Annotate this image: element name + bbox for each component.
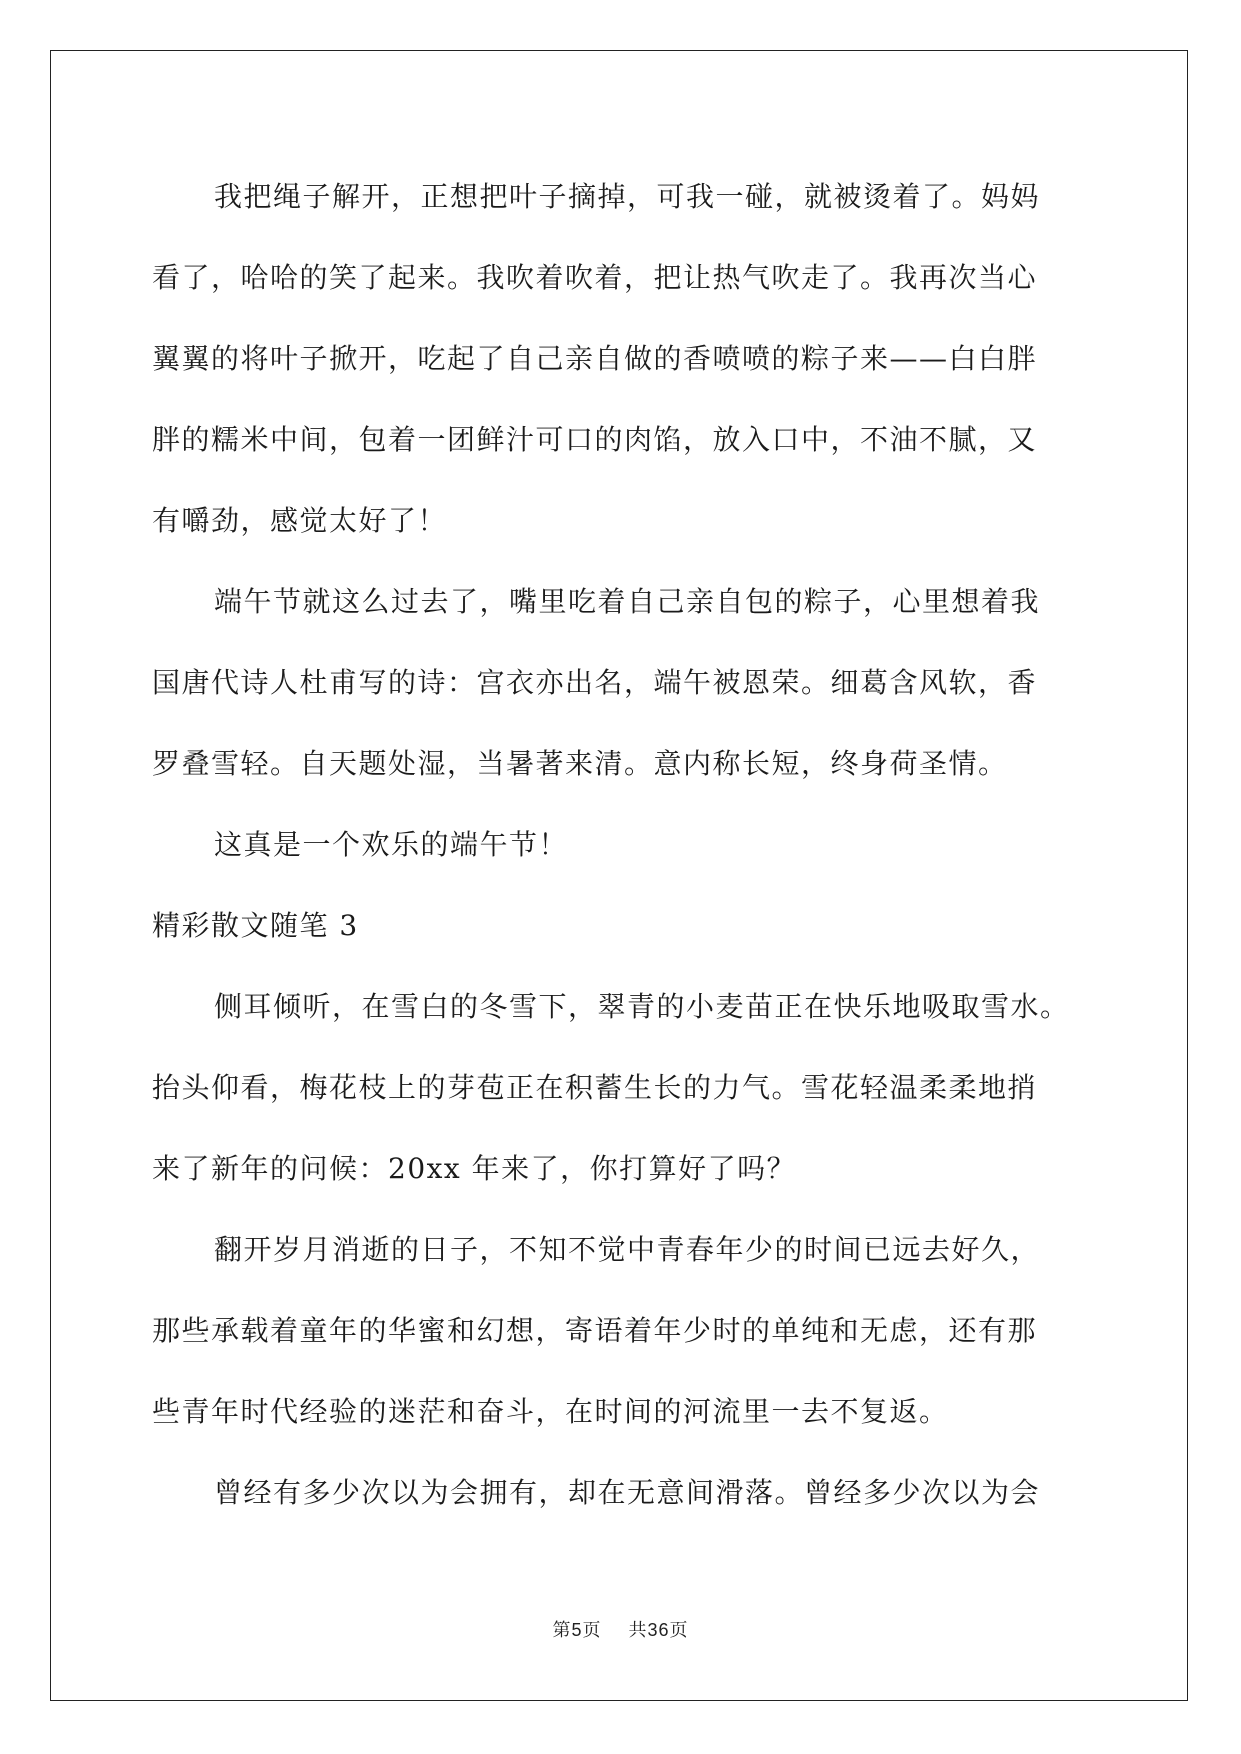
footer-prefix: 第 bbox=[552, 1620, 572, 1641]
text-line: 端午节就这么过去了，嘴里吃着自己亲自包的粽子，心里想着我 bbox=[214, 585, 1041, 618]
footer-total-suffix: 页 bbox=[669, 1620, 689, 1641]
text-line: 我把绳子解开，正想把叶子摘掉，可我一碰，就被烫着了。妈妈 bbox=[214, 180, 1041, 213]
text-line: 抬头仰看，梅花枝上的芽苞正在积蓄生长的力气。雪花轻温柔柔地捎 bbox=[152, 1071, 1038, 1104]
text-line: 有嚼劲，感觉太好了！ bbox=[152, 504, 448, 537]
text-line: 国唐代诗人杜甫写的诗：宫衣亦出名，端午被恩荣。细葛含风软，香 bbox=[152, 666, 1038, 699]
text-line: 曾经有多少次以为会拥有，却在无意间滑落。曾经多少次以为会 bbox=[214, 1476, 1041, 1509]
text-line: 侧耳倾听，在雪白的冬雪下，翠青的小麦苗正在快乐地吸取雪水。 bbox=[214, 990, 1070, 1023]
footer-total-prefix: 共 bbox=[628, 1620, 648, 1641]
footer-total-pages: 36 bbox=[647, 1620, 670, 1640]
document-body bbox=[152, 156, 1092, 1533]
text-line: 看了，哈哈的笑了起来。我吹着吹着，把让热气吹走了。我再次当心 bbox=[152, 261, 1038, 294]
text-line: 些青年时代经验的迷茫和奋斗，在时间的河流里一去不复返。 bbox=[152, 1395, 949, 1428]
text-line: 胖的糯米中间，包着一团鲜汁可口的肉馅，放入口中，不油不腻，又 bbox=[152, 423, 1038, 456]
text-line: 来了新年的问候：20xx 年来了，你打算好了吗？ bbox=[152, 1152, 797, 1185]
section-heading: 精彩散文随笔 3 bbox=[152, 909, 359, 942]
page-footer bbox=[0, 1616, 1241, 1642]
footer-page-number: 5 bbox=[571, 1620, 583, 1640]
text-line: 翼翼的将叶子掀开，吃起了自己亲自做的香喷喷的粽子来——白白胖 bbox=[152, 342, 1038, 375]
text-line: 这真是一个欢乐的端午节！ bbox=[214, 828, 569, 861]
text-line: 那些承载着童年的华蜜和幻想，寄语着年少时的单纯和无虑，还有那 bbox=[152, 1314, 1038, 1347]
text-line: 罗叠雪轻。自天题处湿，当暑著来清。意内称长短，终身荷圣情。 bbox=[152, 747, 1008, 780]
footer-page-suffix: 页 bbox=[582, 1620, 602, 1641]
text-line: 翻开岁月消逝的日子，不知不觉中青春年少的时间已远去好久， bbox=[214, 1233, 1041, 1266]
